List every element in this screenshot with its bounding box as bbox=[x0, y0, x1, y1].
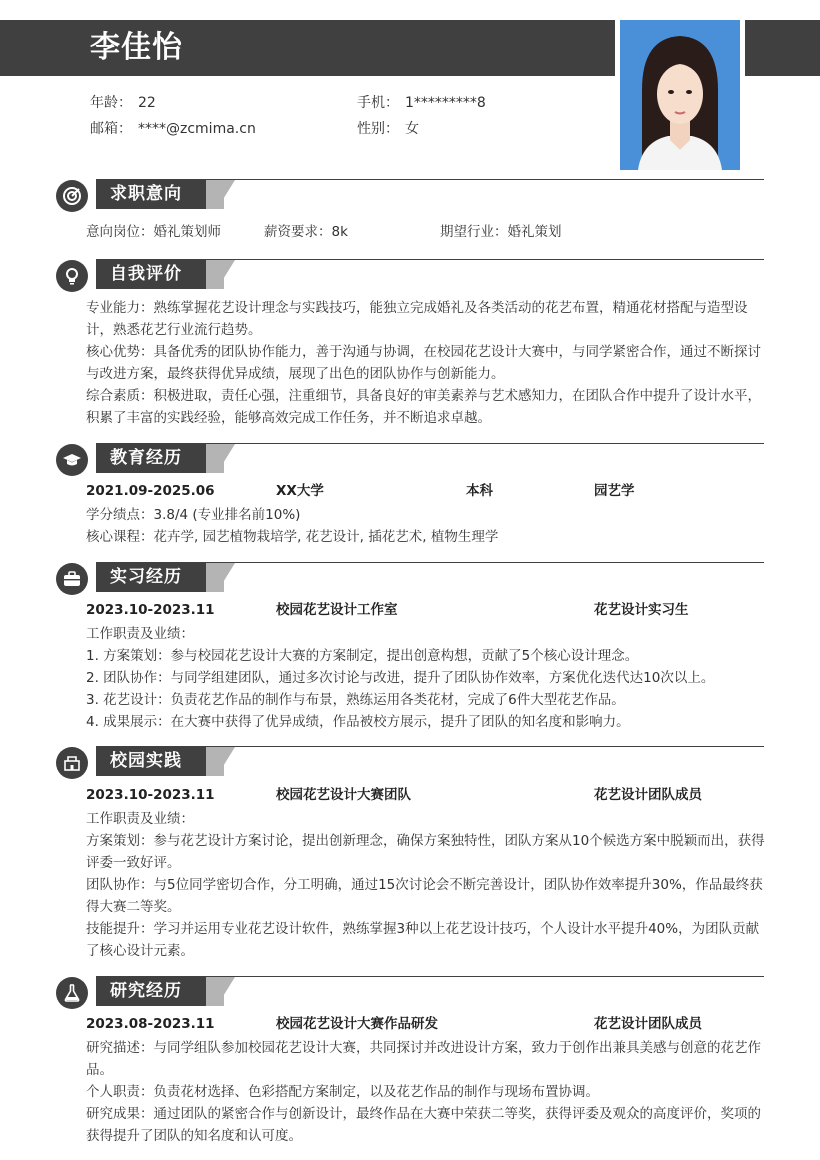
self-eval-line: 综合素质：积极进取，责任心强，注重细节，具备良好的审美素养与艺术感知力，在团队合作中提升了设计水平，积累了丰富的实践经验，能够高效完成工作任务，并不断追求卓越。 bbox=[86, 388, 761, 426]
campus-role: 花艺设计团队成员 bbox=[594, 787, 702, 803]
phone-value: 1*********8 bbox=[405, 95, 486, 111]
title-grey-c bbox=[217, 563, 235, 592]
job-industry: 期望行业：婚礼策划 bbox=[440, 224, 562, 240]
research-line: 个人职责：负责花材选择、色彩搭配方案制定，以及花艺作品的制作与现场布置协调。 bbox=[86, 1084, 599, 1100]
section-header bbox=[0, 746, 820, 782]
intern-line: 2. 团队协作：与同学组建团队，通过多次讨论与改进，提升了团队协作效率，方案优化迭代达10次以上。 bbox=[86, 670, 715, 686]
section-job-intent bbox=[0, 179, 820, 215]
title-grey-c bbox=[217, 747, 235, 776]
research-line: 研究描述：与同学组队参加校园花艺设计大赛，共同探讨并改进设计方案，致力于创作出兼具美感与创意的花艺作品。 bbox=[86, 1040, 761, 1078]
campus-details bbox=[86, 808, 766, 962]
research-details bbox=[86, 1037, 766, 1147]
profile-photo bbox=[620, 20, 740, 170]
email-label: 邮箱： bbox=[90, 121, 132, 137]
edu-major: 园艺学 bbox=[594, 483, 635, 499]
age-row bbox=[90, 92, 156, 112]
research-role: 花艺设计团队成员 bbox=[594, 1016, 702, 1032]
title-grey-c bbox=[217, 260, 235, 289]
section-header bbox=[0, 976, 820, 1012]
header-bar-accent bbox=[745, 20, 820, 76]
education-details bbox=[86, 504, 766, 548]
candidate-name: 李佳怡 bbox=[90, 30, 183, 65]
edu-courses: 核心课程：花卉学, 园艺植物栽培学, 花艺设计, 插花艺术, 植物生理学 bbox=[86, 529, 499, 545]
section-title: 实习经历 bbox=[110, 567, 182, 587]
intern-role: 花艺设计实习生 bbox=[594, 602, 689, 618]
section-title: 校园实践 bbox=[110, 751, 182, 771]
intern-org: 校园花艺设计工作室 bbox=[276, 602, 398, 618]
age-label: 年龄： bbox=[90, 95, 132, 111]
section-header bbox=[0, 259, 820, 295]
campus-line: 方案策划：参与花艺设计方案讨论，提出创新理念，确保方案独特性，团队方案从10个候选方案中脱颖而出，获得评委一致好评。 bbox=[86, 833, 765, 871]
target-icon bbox=[56, 180, 88, 212]
briefcase-icon bbox=[56, 563, 88, 595]
phone-label: 手机： bbox=[357, 95, 399, 111]
intern-line: 4. 成果展示：在大赛中获得了优异成绩，作品被校方展示，提升了团队的知名度和影响力。 bbox=[86, 714, 630, 730]
section-research bbox=[0, 976, 820, 1012]
section-internship bbox=[0, 562, 820, 598]
graduation-cap-icon bbox=[56, 444, 88, 476]
section-title: 自我评价 bbox=[110, 264, 182, 284]
section-title: 求职意向 bbox=[110, 184, 182, 204]
research-line: 研究成果：通过团队的紧密合作与创新设计，最终作品在大赛中荣获二等奖，获得评委及观众的高度评价，奖项的获得提升了团队的知名度和认可度。 bbox=[86, 1106, 761, 1144]
section-title: 研究经历 bbox=[110, 981, 182, 1001]
section-title: 教育经历 bbox=[110, 448, 182, 468]
campus-line: 团队协作：与5位同学密切合作，分工明确，通过15次讨论会不断完善设计，团队协作效率提升30%，作品最终获得大赛二等奖。 bbox=[86, 877, 763, 915]
lightbulb-icon bbox=[56, 260, 88, 292]
job-position: 意向岗位：婚礼策划师 bbox=[86, 224, 221, 240]
campus-org: 校园花艺设计大赛团队 bbox=[276, 787, 411, 803]
self-evaluation-text bbox=[86, 297, 766, 429]
edu-school: XX大学 bbox=[276, 483, 324, 499]
section-header bbox=[0, 443, 820, 479]
campus-line: 技能提升：学习并运用专业花艺设计软件，熟练掌握3种以上花艺设计技巧，个人设计水平提升40%，为团队贡献了核心设计元素。 bbox=[86, 921, 760, 959]
section-education bbox=[0, 443, 820, 479]
job-salary: 薪资要求：8k bbox=[264, 224, 348, 240]
gender-label: 性别： bbox=[357, 121, 399, 137]
education-header-row bbox=[86, 480, 766, 502]
section-header bbox=[0, 562, 820, 598]
email-value: ****@zcmima.cn bbox=[138, 121, 256, 137]
campus-header-row bbox=[86, 784, 766, 806]
building-icon bbox=[56, 747, 88, 779]
edu-degree: 本科 bbox=[466, 483, 493, 499]
campus-line: 工作职责及业绩： bbox=[86, 811, 194, 827]
intern-line: 3. 花艺设计：负责花艺作品的制作与布景，熟练运用各类花材，完成了6件大型花艺作品。 bbox=[86, 692, 625, 708]
section-header bbox=[0, 179, 820, 215]
edu-period: 2021.09-2025.06 bbox=[86, 483, 215, 499]
edu-gpa: 学分绩点：3.8/4 (专业排名前10%) bbox=[86, 507, 301, 523]
research-period: 2023.08-2023.11 bbox=[86, 1016, 215, 1032]
title-grey-c bbox=[217, 977, 235, 1006]
research-org: 校园花艺设计大赛作品研发 bbox=[276, 1016, 438, 1032]
portrait-image bbox=[620, 20, 740, 170]
self-eval-line: 核心优势：具备优秀的团队协作能力，善于沟通与协调，在校园花艺设计大赛中，与同学紧密合作，通过不断探讨与改进方案，最终获得优异成绩，展现了出色的团队协作与创新能力。 bbox=[86, 344, 761, 382]
section-campus-practice bbox=[0, 746, 820, 782]
intern-line: 1. 方案策划：参与校园花艺设计大赛的方案制定，提出创意构想，贡献了5个核心设计理念。 bbox=[86, 648, 639, 664]
section-self-evaluation bbox=[0, 259, 820, 295]
title-grey-c bbox=[217, 180, 235, 209]
gender-value: 女 bbox=[405, 121, 419, 137]
title-grey-c bbox=[217, 444, 235, 473]
self-eval-line: 专业能力：熟练掌握花艺设计理念与实践技巧，能独立完成婚礼及各类活动的花艺布置，精通花材搭配与造型设计，熟悉花艺行业流行趋势。 bbox=[86, 300, 748, 338]
email-row bbox=[90, 118, 256, 138]
flask-icon bbox=[56, 977, 88, 1009]
research-header-row bbox=[86, 1013, 766, 1035]
age-value: 22 bbox=[138, 95, 156, 111]
gender-row bbox=[357, 118, 419, 138]
internship-details bbox=[86, 623, 766, 733]
campus-period: 2023.10-2023.11 bbox=[86, 787, 215, 803]
intern-line: 工作职责及业绩： bbox=[86, 626, 194, 642]
internship-header-row bbox=[86, 599, 766, 621]
phone-row bbox=[357, 92, 486, 112]
intern-period: 2023.10-2023.11 bbox=[86, 602, 215, 618]
